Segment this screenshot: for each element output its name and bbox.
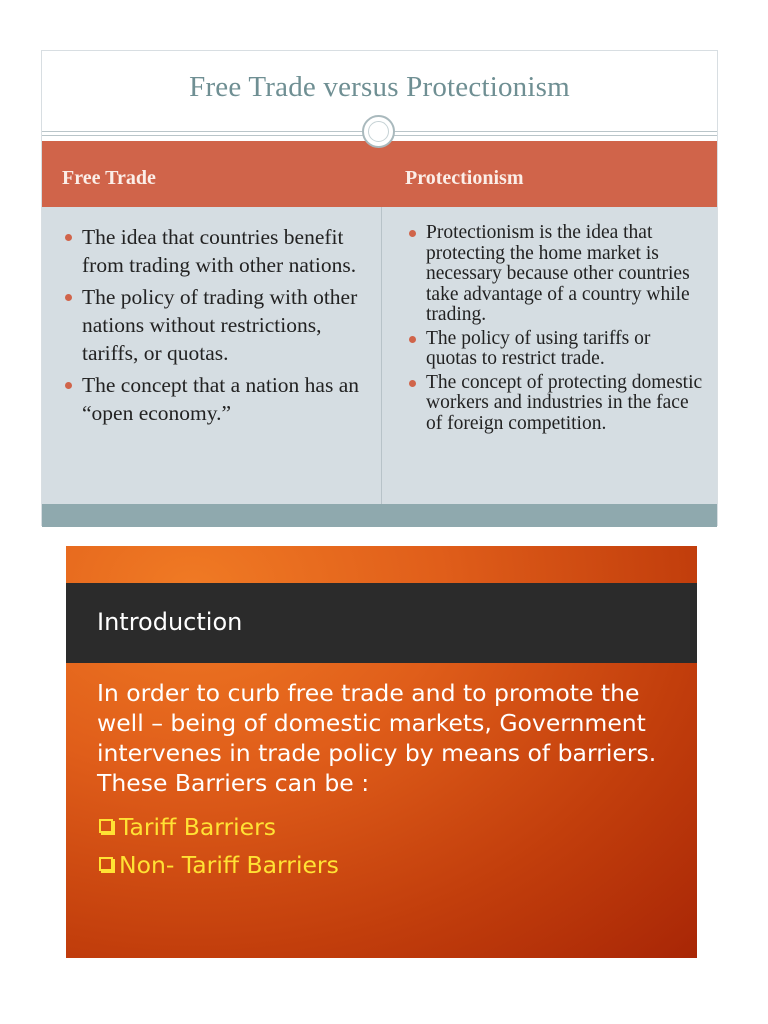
- list-item-text: Tariff Barriers: [119, 813, 277, 841]
- slide-introduction: [66, 546, 697, 958]
- list-item: [97, 846, 339, 884]
- bullet-icon: [65, 294, 72, 301]
- list-item-text: The concept of protecting domestic workers and industries in the face of foreign competition.: [426, 371, 703, 434]
- bullet-icon: [65, 382, 72, 389]
- list-item: [404, 373, 704, 435]
- bullet-icon: [65, 234, 72, 241]
- list-item: [404, 223, 704, 326]
- list-item-text: Non- Tariff Barriers: [119, 851, 339, 879]
- protectionism-list: [404, 223, 704, 437]
- list-item-text: Protectionism is the idea that protecting the home market is necessary because other countries take advantage of a country while trading.: [426, 222, 690, 325]
- slide-free-trade-vs-protectionism: [41, 50, 718, 526]
- checkbox-square-icon: [99, 819, 113, 833]
- slide1-footer-bar: [42, 504, 717, 527]
- list-item: [97, 808, 339, 846]
- list-item: [60, 223, 370, 279]
- list-item-text: The policy of trading with other nations without restrictions, tariffs, or quotas.: [82, 285, 358, 365]
- barrier-list: [97, 808, 339, 884]
- checkbox-square-icon: [99, 857, 113, 871]
- heading-bar: [66, 583, 697, 663]
- list-item: [60, 371, 370, 427]
- bullet-icon: [409, 380, 416, 387]
- list-item-text: The idea that countries benefit from trading with other nations.: [82, 225, 357, 277]
- column-heading-free-trade: Free Trade: [62, 167, 156, 189]
- slide2-title: Introduction: [97, 608, 243, 636]
- intro-paragraph: In order to curb free trade and to promote the well – being of domestic markets, Government intervenes in trade policy by means of barriers. These Barriers can be :: [97, 679, 657, 797]
- table-header-row: [42, 141, 717, 207]
- bullet-icon: [409, 230, 416, 237]
- circle-ornament-icon: [362, 115, 395, 148]
- list-item: [60, 283, 370, 367]
- list-item-text: The policy of using tariffs or quotas to restrict trade.: [426, 327, 651, 369]
- slide1-title: Free Trade versus Protectionism: [189, 71, 570, 103]
- bullet-icon: [409, 336, 416, 343]
- list-item: [404, 329, 704, 370]
- column-heading-protectionism: Protectionism: [405, 167, 524, 189]
- list-item-text: The concept that a nation has an “open economy.”: [82, 373, 360, 425]
- column-divider: [381, 207, 382, 504]
- free-trade-list: [60, 223, 370, 431]
